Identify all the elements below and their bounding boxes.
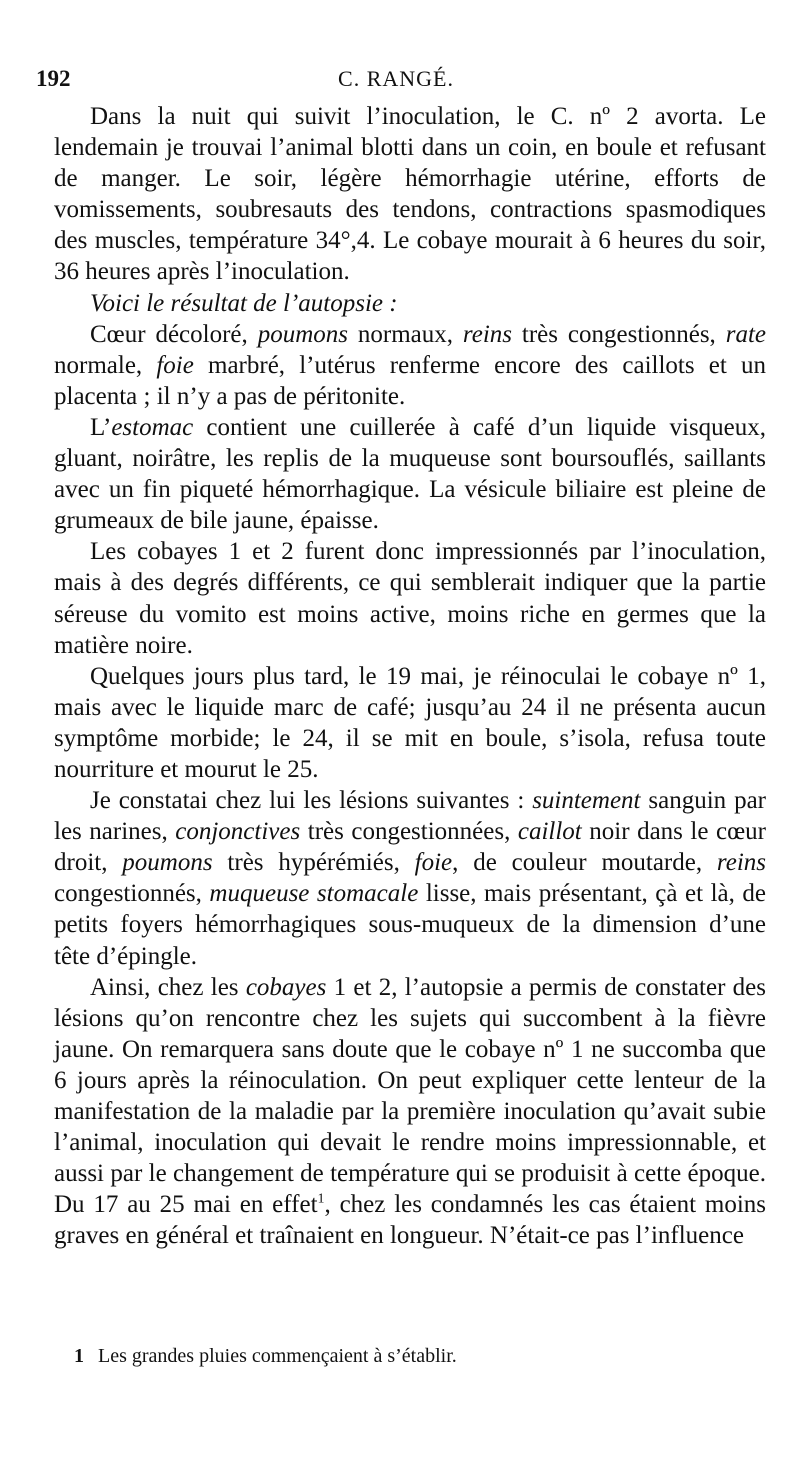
- body-text: [54, 101, 766, 1251]
- paragraph-4: L’estomac contient une cuillerée à café d’un liquide visqueux, gluant, noirâtre, les replis de la muqueuse sont boursouflés, saillants avec un fin piqueté hémorrhagique. La vésicule biliaire est pleine de grumeaux de bile jaune, épaisse.: [54, 413, 766, 535]
- paragraph-6: Quelques jours plus tard, le 19 mai, je réinoculai le cobaye nº 1, mais avec le liquide marc de café; jusqu’au 24 il ne présenta aucun symptôme morbide; le 24, il se mit en boule, s’isola, refusa toute nourriture et mourut le 25.: [54, 662, 766, 783]
- footnote: [74, 1345, 774, 1368]
- footnote-text: Les grandes pluies commençaient à s’établir.: [98, 1345, 457, 1367]
- paragraph-3: Cœur décoloré, poumons normaux, reins très congestionnés, rate normale, foie marbré, l’utérus renferme encore des caillots et un placenta ; il n’y a pas de péritonite.: [54, 320, 766, 410]
- paragraph-1: Dans la nuit qui suivit l’inoculation, le C. nº 2 avorta. Le lendemain je trouvai l’animal blotti dans un coin, en boule et refusant de manger. Le soir, légère hémorrhagie utérine, efforts de vomissements, soubresauts des tendons, contractions spasmodiques des muscles, température 34°,4. Le cobaye mourait à 6 heures du soir, 36 heures après l’inoculation.: [54, 103, 766, 286]
- running-head: C. RANGÉ.: [338, 66, 454, 91]
- paragraph-7: Je constatai chez lui les lésions suivantes : suintement sanguin par les narines, conjonctives très congestionnées, caillot noir dans le cœur droit, poumons très hypérémiés, foie, de couleur moutarde, reins congestionnés, muqueuse stomacale lisse, mais présentant, çà et là, de petits foyers hémorrhagiques sous-muqueux de la dimension d’une tête d’épingle.: [54, 787, 766, 970]
- page-number: 192: [36, 66, 71, 91]
- paragraph-8: Ainsi, chez les cobayes 1 et 2, l’autopsie a permis de constater des lésions qu’on rencontre chez les sujets qui succombent à la fièvre jaune. On remarquera sans doute que le cobaye nº 1 ne succomba que 6 jours après la réinoculation. On peut expliquer cette lenteur de la manifestation de la maladie par la première inoculation qu’avait subie l’animal, inoculation qui devait le rendre moins impressionnable, et aussi par le changement de température qui se produisit à cette époque. Du 17 au 25 mai en effet$^1$, chez les condamnés les cas étaient moins graves en général et traînaient en longueur. N’était-ce pas l’influence: [54, 973, 766, 1250]
- autopsy-heading: Voici le résultat de l’autopsie :: [90, 289, 398, 317]
- page-header: [36, 66, 756, 100]
- paragraph-5: Les cobayes 1 et 2 furent donc impressionnés par l’inoculation, mais à des degrés différents, ce qui semblerait indiquer que la partie séreuse du vomito est moins active, moins riche en germes que la matière noire.: [54, 538, 766, 659]
- footnote-mark: 1: [74, 1345, 84, 1367]
- footnote-reference: 1: [317, 1191, 325, 1207]
